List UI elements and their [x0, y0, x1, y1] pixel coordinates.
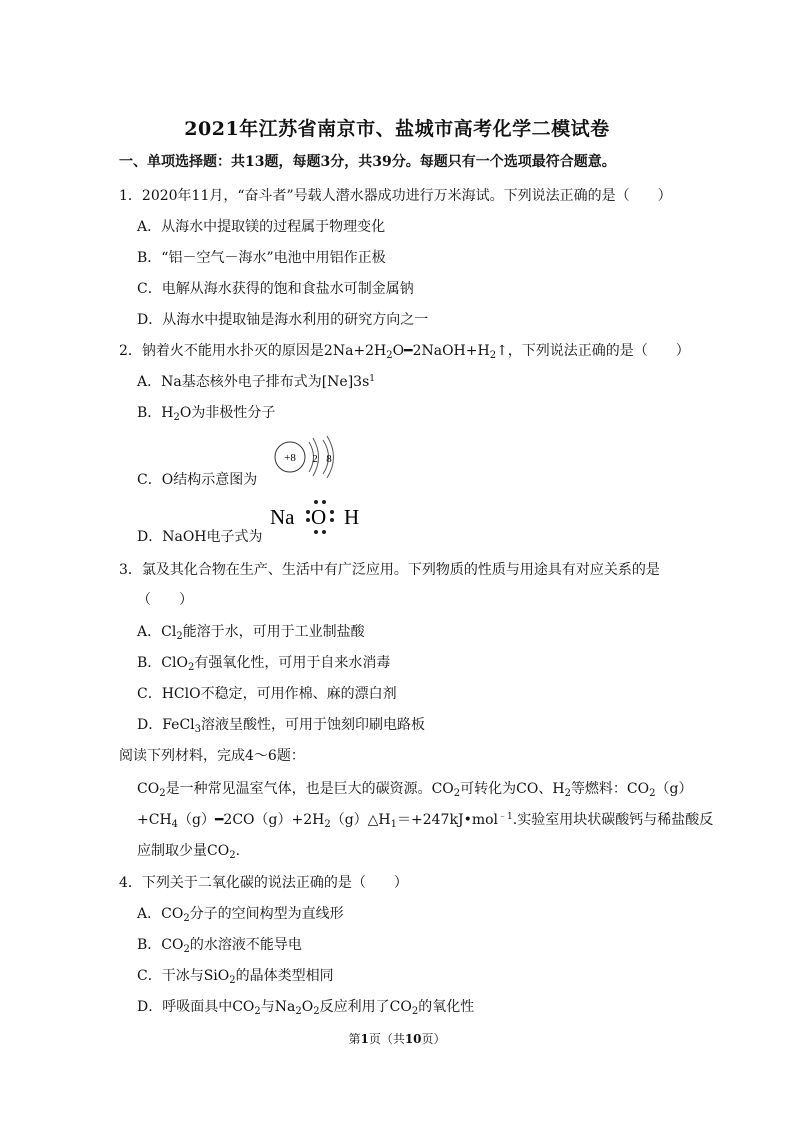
question-3-option-c: C．HClO不稳定，可用作棉、麻的漂白剂 — [137, 686, 397, 702]
material-line-1: $CO_2$是一种常见温室气体，也是巨大的碳资源。$CO_2$可转化为CO、$H_2$等燃料：$CO_2(g)$ — [137, 781, 693, 799]
material-intro: 阅读下列材料，完成4～6题： — [119, 748, 305, 764]
question-4-option-b: B．$CO_2$的水溶液不能导电 — [137, 937, 302, 955]
shell-1-electrons: 2 — [312, 453, 318, 465]
question-2-option-c: C．O结构示意图为 — [137, 472, 258, 488]
nucleus-charge: +8 — [284, 452, 296, 464]
question-2-option-b: B．$H_2O$为非极性分子 — [137, 405, 276, 423]
question-1-option-a: A．从海水中提取镁的过程属于物理变化 — [137, 219, 386, 235]
question-2-option-a: A．Na基态核外电子排布式为$[Ne]3s^1$ — [137, 374, 375, 390]
section-heading: 一、单项选择题：共13题，每题3分，共39分。每题只有一个选项最符合题意。 — [119, 154, 616, 170]
question-1-stem: 1．2020年11月，“奋斗者”号载人潜水器成功进行万米海试。下列说法正确的是（ ） — [119, 188, 672, 204]
oxygen-symbol: O — [311, 505, 327, 529]
question-3-option-a: A．$Cl_2$能溶于水，可用于工业制盐酸 — [137, 624, 365, 642]
question-3-option-b: B．ClO$_2$有强氧化性，可用于自来水消毒 — [137, 655, 391, 673]
question-1-option-c: C．电解从海水获得的饱和食盐水可制金属钠 — [137, 281, 414, 297]
material-line-2: $+CH_4(g)━2CO(g)+2H_2(g)\triangle H_1=+247kJ•mol^{﹣1}$.实验室用块状碳酸钙与稀盐酸反 — [137, 812, 714, 830]
page-footer: 第1页（共10页） — [348, 1032, 446, 1046]
question-2-option-d: D．NaOH电子式为 — [137, 529, 263, 545]
sodium-symbol: Na — [270, 505, 295, 529]
material-line-3: 应制取少量$CO_2$. — [137, 843, 241, 861]
question-4-stem: 4．下列关于二氧化碳的说法正确的是（ ） — [119, 875, 408, 891]
oxygen-structure-diagram — [268, 428, 348, 484]
question-4-option-c: C．干冰与SiO$_2$的晶体类型相同 — [137, 968, 334, 986]
shell-2-electrons: 8 — [326, 453, 332, 465]
question-4-option-a: A．$CO_2$分子的空间构型为直线形 — [137, 906, 344, 924]
question-2-stem: 2．钠着火不能用水扑灭的原因是$2Na+2H_2O━2NaOH+H_2↑$，下列说法正确的是（ ） — [119, 343, 690, 361]
question-4-option-d: D．呼吸面具中$CO_2$与$Na_2O_2$反应利用了$CO_2$的氧化性 — [137, 999, 475, 1017]
question-3-stem: 3．氯及其化合物在生产、生活中有广泛应用。下列物质的性质与用途具有对应关系的是 — [119, 562, 660, 578]
question-3-paren: （ ） — [137, 592, 193, 608]
naoh-electron-formula — [268, 496, 368, 538]
hydrogen-symbol: H — [344, 505, 360, 529]
question-1-option-b: B．“铝－空气－海水”电池中用铝作正极 — [137, 250, 386, 266]
question-1-option-d: D．从海水中提取铀是海水利用的研究方向之一 — [137, 312, 429, 328]
page-title: 2021年江苏省南京市、盐城市高考化学二模试卷 — [184, 118, 610, 140]
question-3-option-d: D．FeCl$_3$溶液呈酸性，可用于蚀刻印刷电路板 — [137, 717, 426, 735]
